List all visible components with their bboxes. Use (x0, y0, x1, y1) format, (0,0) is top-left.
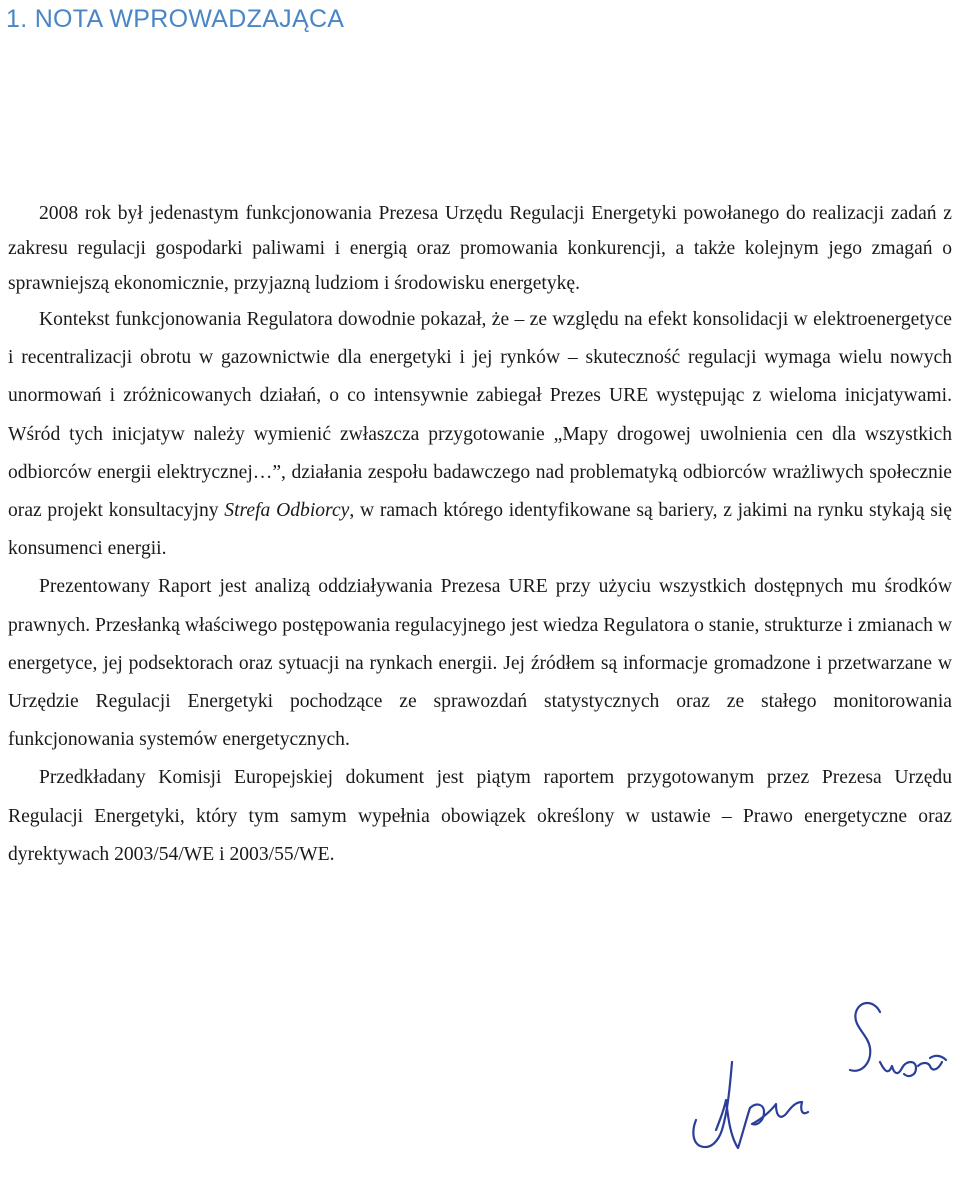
body-text (8, 196, 952, 874)
paragraph-context-italic: Strefa Odbiorcy (224, 500, 350, 522)
paragraph-document: Przedkładany Komisji Europejskiej dokument jest piątym raportem przygotowanym przez Prezesa Urzędu Regulacji Energetyki, który tym samym wypełnia obowiązek określony w ustawie – Prawo energetyczne oraz dyrektywach 2003/54/WE i 2003/55/WE. (8, 767, 952, 865)
paragraph-report: Prezentowany Raport jest analizą oddziaływania Prezesa URE przy użyciu wszystkich dostępnych mu środków prawnych. Przesłanką właściwego postępowania regulacyjnego jest wiedza Regulatora o stanie, strukturze i zmianach w energetyce, jej podsektorach oraz sytuacji na rynkach energii. Jej źródłem są informacje gromadzone i przetwarzane w Urzędzie Regulacji Energetyki pochodzące ze sprawozdań statystycznych oraz ze stałego monitorowania funkcjonowania systemów energetycznych. (8, 576, 952, 751)
paragraph-context-text-2: , w ramach którego identyfikowane są bariery, z jakimi na rynku stykają się konsumenci energii. (8, 500, 953, 560)
section-heading: 1. NOTA WPROWADZAJĄCA (6, 5, 345, 33)
paragraph-context-text-1: Kontekst funkcjonowania Regulatora dowodnie pokazał, że – ze względu na efekt konsolidacji w elektroenergetyce i recentralizacji obrotu w gazownictwie dla energetyki i jej rynków – skuteczność regulacji wymaga wielu nowych unormowań i zróżnicowanych działań, o co intensywnie zabiegał Prezes URE występując z wieloma inicjatywami. Wśród tych inicjatyw należy wymienić zwłaszcza przygotowanie „Mapy drogowej uwolnienia cen dla wszystkich odbiorców energii elektrycznej…”, działania zespołu badawczego nad problematyką odbiorców wrażliwych społecznie oraz projekt konsultacyjny (8, 309, 952, 522)
paragraph-intro: 2008 rok był jedenastym funkcjonowania Prezesa Urzędu Regulacji Energetyki powołanego do realizacji zadań z zakresu regulacji gospodarki paliwami i energią oraz promowania konkurencji, a także kolejnym jego zmagań o sprawniejszą ekonomicznie, przyjazną ludziom i środowisku energetykę. (8, 203, 952, 294)
handwritten-signature (680, 970, 952, 1170)
signature-drawing (680, 970, 952, 1170)
paragraph-context (8, 301, 952, 568)
